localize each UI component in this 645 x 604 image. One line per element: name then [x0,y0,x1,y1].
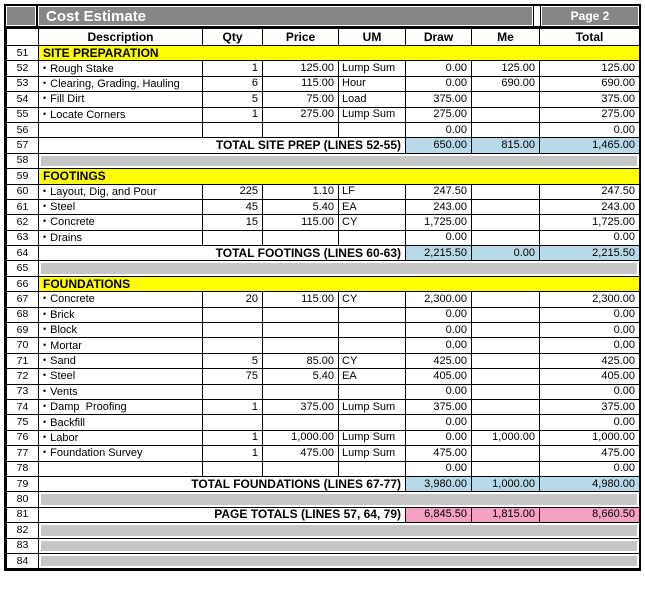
me-cell: 0.00 [472,246,540,261]
bullet-icon: • [43,370,47,381]
total-cell: 8,660.50 [540,507,640,522]
um-cell: Lump Sum [339,430,406,445]
row-number: 57 [7,138,39,153]
description-text: Foundation Survey [50,447,143,460]
um-cell: EA [339,199,406,214]
qty-cell: 1 [203,430,263,445]
me-cell: 1,000.00 [472,430,540,445]
price-cell: 5.40 [263,369,339,384]
table-row [7,538,640,553]
price-cell: 115.00 [263,292,339,307]
draw-cell: 0.00 [406,323,472,338]
price-cell: 115.00 [263,76,339,91]
description-text: Damp Proofing [50,401,127,414]
bullet-icon: • [43,201,47,212]
table-row [7,507,640,522]
qty-cell [203,323,263,338]
qty-cell: 75 [203,369,263,384]
description-text: Block [50,324,78,337]
table-row [7,199,640,214]
description-text: Steel [50,370,76,383]
me-cell [472,107,540,122]
row-number: 84 [7,553,39,568]
table-row [7,476,640,491]
draw-cell: 375.00 [406,92,472,107]
table-row [7,384,640,399]
row-number: 76 [7,430,39,445]
description-cell [39,107,203,122]
description-text: Concrete [50,293,95,306]
table-row [7,61,640,76]
description-cell [39,461,203,476]
row-number: 78 [7,461,39,476]
row-number: 72 [7,369,39,384]
me-cell [472,369,540,384]
me-cell [472,399,540,414]
table-row [7,523,640,538]
um-cell [339,384,406,399]
total-cell: 0.00 [540,307,640,322]
row-number: 82 [7,523,39,538]
total-label: TOTAL FOOTINGS (LINES 60-63) [39,246,406,261]
qty-cell [203,122,263,137]
me-cell: 1,000.00 [472,476,540,491]
price-cell: 275.00 [263,107,339,122]
total-cell: 0.00 [540,461,640,476]
header-row [7,29,640,46]
me-cell [472,307,540,322]
table-header [7,29,640,46]
um-cell: Lump Sum [339,446,406,461]
section-header: FOOTINGS [39,169,640,184]
header-total: Total [540,29,640,46]
bullet-icon: • [43,431,47,442]
header-um: UM [339,29,406,46]
filler-bar [39,553,640,568]
bullet-icon: • [43,308,47,319]
description-text: Locate Corners [50,108,126,121]
qty-cell: 1 [203,446,263,461]
price-cell [263,323,339,338]
qty-cell: 1 [203,107,263,122]
draw-cell: 0.00 [406,61,472,76]
price-cell [263,307,339,322]
me-cell: 815.00 [472,138,540,153]
description-cell [39,184,203,199]
table-row [7,369,640,384]
page-number: Page 2 [540,6,639,26]
description-text: Layout, Dig, and Pour [50,185,157,198]
draw-cell: 2,300.00 [406,292,472,307]
description-text: Drains [50,231,82,244]
description-text: Labor [50,431,79,444]
table-row [7,415,640,430]
bullet-icon: • [43,447,47,458]
header-price: Price [263,29,339,46]
qty-cell [203,230,263,245]
table-row [7,323,640,338]
row-number: 79 [7,476,39,491]
qty-cell: 5 [203,353,263,368]
description-cell [39,76,203,91]
qty-cell: 45 [203,199,263,214]
draw-cell: 375.00 [406,399,472,414]
row-number: 70 [7,338,39,353]
cost-estimate-sheet [4,4,641,571]
total-cell: 0.00 [540,384,640,399]
description-text: Backfill [50,416,85,429]
description-cell [39,122,203,137]
row-number: 81 [7,507,39,522]
draw-cell: 0.00 [406,461,472,476]
price-cell: 1,000.00 [263,430,339,445]
table-row [7,399,640,414]
description-cell [39,215,203,230]
total-cell: 1,465.00 [540,138,640,153]
description-text: Rough Stake [50,62,114,75]
draw-cell: 0.00 [406,122,472,137]
header-qty: Qty [203,29,263,46]
qty-cell [203,384,263,399]
estimate-table [6,28,640,569]
um-cell [339,323,406,338]
draw-cell: 1,725.00 [406,215,472,230]
row-number: 67 [7,292,39,307]
um-cell [339,461,406,476]
table-row [7,215,640,230]
total-cell: 405.00 [540,369,640,384]
table-row [7,230,640,245]
row-number: 66 [7,276,39,291]
um-cell [339,307,406,322]
description-cell [39,399,203,414]
qty-cell [203,415,263,430]
me-cell [472,338,540,353]
sheet-title: Cost Estimate [38,6,534,26]
row-number: 52 [7,61,39,76]
total-label: PAGE TOTALS (LINES 57, 64, 79) [39,507,406,522]
price-cell: 75.00 [263,92,339,107]
table-row [7,430,640,445]
price-cell [263,415,339,430]
um-cell: EA [339,369,406,384]
qty-cell [203,338,263,353]
row-number: 68 [7,307,39,322]
row-number: 56 [7,122,39,137]
bullet-icon: • [43,293,47,304]
total-cell: 0.00 [540,415,640,430]
me-cell [472,384,540,399]
draw-cell: 475.00 [406,446,472,461]
row-number: 61 [7,199,39,214]
draw-cell: 275.00 [406,107,472,122]
total-cell: 1,000.00 [540,430,640,445]
description-cell [39,430,203,445]
me-cell [472,92,540,107]
um-cell [339,338,406,353]
me-cell [472,184,540,199]
um-cell [339,230,406,245]
price-cell: 85.00 [263,353,339,368]
filler-bar [39,261,640,276]
draw-cell: 0.00 [406,307,472,322]
me-cell: 1,815.00 [472,507,540,522]
draw-cell: 0.00 [406,230,472,245]
bullet-icon: • [43,185,47,196]
header-me: Me [472,29,540,46]
draw-cell: 0.00 [406,430,472,445]
section-header: FOUNDATIONS [39,276,640,291]
draw-cell: 405.00 [406,369,472,384]
draw-cell: 3,980.00 [406,476,472,491]
um-cell: Load [339,92,406,107]
bullet-icon: • [43,401,47,412]
row-number: 63 [7,230,39,245]
table-row [7,261,640,276]
table-row [7,76,640,91]
total-cell: 0.00 [540,122,640,137]
um-cell: Lump Sum [339,399,406,414]
um-cell: CY [339,292,406,307]
description-text: Brick [50,308,75,321]
table-row [7,276,640,291]
total-cell: 375.00 [540,92,640,107]
table-row [7,153,640,168]
row-number: 65 [7,261,39,276]
filler-bar [39,538,640,553]
estimate-table-body [7,46,640,569]
price-cell [263,122,339,137]
total-cell: 475.00 [540,446,640,461]
me-cell [472,461,540,476]
total-cell: 2,215.50 [540,246,640,261]
total-label: TOTAL FOUNDATIONS (LINES 67-77) [39,476,406,491]
um-cell: Lump Sum [339,107,406,122]
description-cell [39,307,203,322]
total-cell: 0.00 [540,323,640,338]
row-number: 54 [7,92,39,107]
total-cell: 0.00 [540,338,640,353]
price-cell: 115.00 [263,215,339,230]
price-cell: 5.40 [263,199,339,214]
me-cell [472,323,540,338]
row-number: 55 [7,107,39,122]
total-cell: 247.50 [540,184,640,199]
total-cell: 275.00 [540,107,640,122]
row-number: 59 [7,169,39,184]
description-cell [39,384,203,399]
price-cell [263,384,339,399]
filler-bar [39,523,640,538]
qty-cell: 225 [203,184,263,199]
table-row [7,169,640,184]
price-cell: 375.00 [263,399,339,414]
row-number: 58 [7,153,39,168]
me-cell [472,415,540,430]
description-cell [39,61,203,76]
bullet-icon: • [43,324,47,335]
header-draw: Draw [406,29,472,46]
me-cell [472,353,540,368]
header-description: Description [39,29,203,46]
row-number: 80 [7,492,39,507]
table-row [7,46,640,61]
description-cell [39,369,203,384]
draw-cell: 0.00 [406,415,472,430]
description-cell [39,92,203,107]
total-cell: 1,725.00 [540,215,640,230]
bullet-icon: • [43,93,47,104]
um-cell: CY [339,353,406,368]
draw-cell: 243.00 [406,199,472,214]
row-number: 53 [7,76,39,91]
draw-cell: 425.00 [406,353,472,368]
qty-cell [203,461,263,476]
bullet-icon: • [43,108,47,119]
description-text: Clearing, Grading, Hauling [50,77,180,90]
qty-cell: 5 [203,92,263,107]
um-cell: CY [339,215,406,230]
price-cell [263,230,339,245]
table-row [7,492,640,507]
bullet-icon: • [43,231,47,242]
price-cell: 1.10 [263,184,339,199]
table-row [7,307,640,322]
um-cell [339,122,406,137]
title-corner-box [6,6,38,26]
qty-cell: 6 [203,76,263,91]
total-cell: 243.00 [540,199,640,214]
me-cell [472,446,540,461]
table-row [7,553,640,568]
section-header: SITE PREPARATION [39,46,640,61]
description-cell [39,323,203,338]
table-row [7,138,640,153]
header-corner-cell [7,29,39,46]
price-cell [263,461,339,476]
filler-bar [39,153,640,168]
description-cell [39,415,203,430]
me-cell: 125.00 [472,61,540,76]
draw-cell: 0.00 [406,76,472,91]
bullet-icon: • [43,339,47,350]
qty-cell: 20 [203,292,263,307]
table-row [7,107,640,122]
description-cell [39,338,203,353]
description-text: Vents [50,385,78,398]
table-row [7,292,640,307]
draw-cell: 6,845.50 [406,507,472,522]
filler-bar [39,492,640,507]
row-number: 73 [7,384,39,399]
description-text: Concrete [50,216,95,229]
draw-cell: 247.50 [406,184,472,199]
table-row [7,122,640,137]
total-cell: 0.00 [540,230,640,245]
row-number: 83 [7,538,39,553]
title-bar [6,6,639,28]
me-cell: 690.00 [472,76,540,91]
description-cell [39,230,203,245]
table-row [7,446,640,461]
qty-cell: 15 [203,215,263,230]
draw-cell: 2,215.50 [406,246,472,261]
description-cell [39,446,203,461]
table-row [7,246,640,261]
description-cell [39,353,203,368]
um-cell: LF [339,184,406,199]
table-row [7,353,640,368]
row-number: 75 [7,415,39,430]
total-cell: 690.00 [540,76,640,91]
bullet-icon: • [43,77,47,88]
me-cell [472,292,540,307]
description-text: Steel [50,201,76,214]
row-number: 71 [7,353,39,368]
bullet-icon: • [43,62,47,73]
bullet-icon: • [43,216,47,227]
total-cell: 125.00 [540,61,640,76]
row-number: 74 [7,399,39,414]
table-row [7,338,640,353]
me-cell [472,199,540,214]
bullet-icon: • [43,355,47,365]
total-cell: 4,980.00 [540,476,640,491]
row-number: 51 [7,46,39,61]
table-row [7,461,640,476]
total-label: TOTAL SITE PREP (LINES 52-55) [39,138,406,153]
table-row [7,92,640,107]
row-number: 64 [7,246,39,261]
description-text: Mortar [50,339,82,352]
qty-cell: 1 [203,61,263,76]
me-cell [472,122,540,137]
description-text: Fill Dirt [50,93,85,106]
total-cell: 425.00 [540,353,640,368]
row-number: 69 [7,323,39,338]
qty-cell [203,307,263,322]
description-text: Sand [50,355,76,367]
row-number: 60 [7,184,39,199]
me-cell [472,230,540,245]
description-cell [39,199,203,214]
price-cell: 125.00 [263,61,339,76]
qty-cell: 1 [203,399,263,414]
row-number: 77 [7,446,39,461]
description-cell [39,292,203,307]
um-cell: Lump Sum [339,61,406,76]
draw-cell: 0.00 [406,338,472,353]
bullet-icon: • [43,416,47,427]
price-cell: 475.00 [263,446,339,461]
draw-cell: 0.00 [406,384,472,399]
price-cell [263,338,339,353]
table-row [7,184,640,199]
um-cell: Hour [339,76,406,91]
row-number: 62 [7,215,39,230]
me-cell [472,215,540,230]
draw-cell: 650.00 [406,138,472,153]
total-cell: 2,300.00 [540,292,640,307]
total-cell: 375.00 [540,399,640,414]
um-cell [339,415,406,430]
bullet-icon: • [43,385,47,396]
